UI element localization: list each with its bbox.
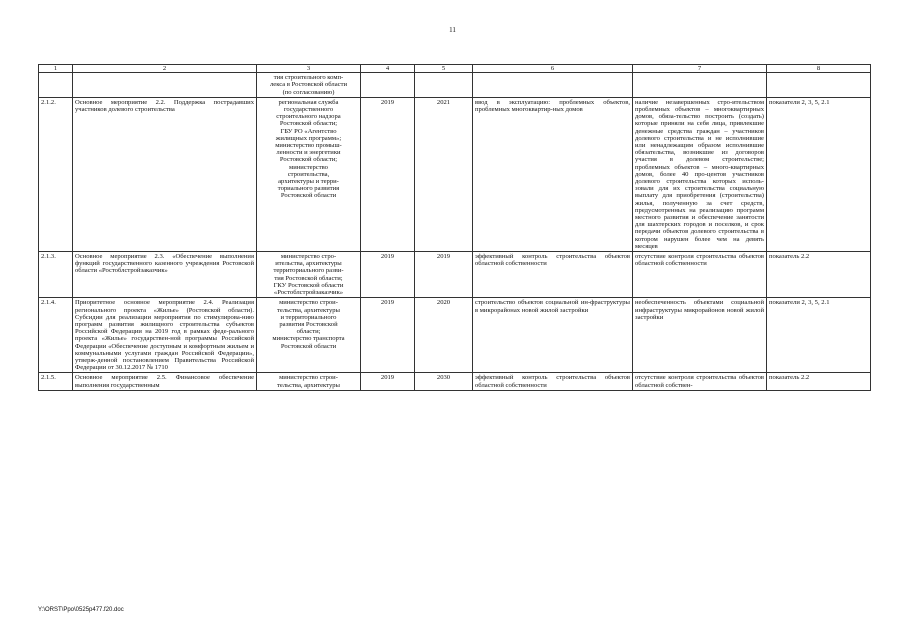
end-year: 2030	[415, 373, 473, 390]
consequence: необеспеченность объектами социальной инфраструктуры микрорайонов новой жилой застройки	[633, 298, 767, 373]
start-year: 2019	[361, 373, 415, 390]
executor: министерство строи- тельства, архитектуры	[257, 373, 361, 390]
start-year: 2019	[361, 97, 415, 251]
consequence: отсутствие контроля строительства объектов областной собственности	[633, 252, 767, 298]
event-name	[73, 73, 257, 98]
table-row	[39, 373, 871, 390]
end-year: 2019	[415, 252, 473, 298]
consequence: наличие незавершенных стро-ительством проблемных объектов – многоквартирных домов, обяза-тельство построить (создать) которые приняли на себя лица, привлекшие денежные средства граждан – участников долевого строительства и не исполнившие или ненадлежащим образом исполнившие обязательства, возникшие из договоров участия в долевом строительстве; проблемных объектов – много-квартирных домов, более 40 про-центов участников долевого строительства которых исполь-зовали для их строительства социальную выплату для приобретения (строительства) жилья, полученную за счет средств, предусмотренных на реализацию программ местного развития и обеспечение занятости для шахтерских городов и поселков, и срок передачи объектов долевого строительства в котором нарушен более чем на девять месяцев	[633, 97, 767, 251]
expected-result: эффективный контроль строительства объектов областной собственности	[473, 252, 633, 298]
row-number: 2.1.4.	[39, 298, 73, 373]
table-row	[39, 97, 871, 251]
column-header: 6	[473, 65, 633, 73]
indicator-link: показатели 2, 3, 5, 2.1	[767, 298, 871, 373]
expected-result: эффективный контроль строительства объектов областной собственности	[473, 373, 633, 390]
end-year: 2020	[415, 298, 473, 373]
table-row	[39, 298, 871, 373]
start-year	[361, 73, 415, 98]
table-row	[39, 73, 871, 98]
file-path-footer: Y:\ORST\Ppo\0525p477.f20.doc	[38, 607, 124, 613]
row-number: 2.1.3.	[39, 252, 73, 298]
indicator-link: показатель 2.2	[767, 252, 871, 298]
column-header: 1	[39, 65, 73, 73]
end-year: 2021	[415, 97, 473, 251]
event-name: Основное мероприятие 2.3. «Обеспечение выполнения функций государственного казенного учреждения Ростовской области «Ростоблстройзаказчик»	[73, 252, 257, 298]
consequence: отсутствие контроля строительства объектов областной собствен-	[633, 373, 767, 390]
event-name: Приоритетное основное мероприятие 2.4. Реализация регионального проекта «Жилье» (Ростовской области). Субсидии для реализации мероприятия по стимулирова-нию программ развития жилищного строительства субъектов Российской Федерации на 2019 год в рамках феде-рального проекта «Жилье» государствен-ной программы Российской Федерации «Обеспечение доступным и комфортным жильем и коммунальными услугами граждан Российской Федерации», утверж-денной постановлением Правительства Российской Федерации от 30.12.2017 № 1710	[73, 298, 257, 373]
end-year	[415, 73, 473, 98]
start-year: 2019	[361, 298, 415, 373]
indicator-link: показатели 2, 3, 5, 2.1	[767, 97, 871, 251]
row-number	[39, 73, 73, 98]
executor: министерство строи- тельства, архитектуры и территориального развития Ростовской области; министерство транспорта Ростовской области	[257, 298, 361, 373]
expected-result: ввод в эксплуатацию: проблемных объектов, проблемных многоквартир-ных домов	[473, 97, 633, 251]
column-header: 4	[361, 65, 415, 73]
row-number: 2.1.5.	[39, 373, 73, 390]
indicator-link: показатель 2.2	[767, 373, 871, 390]
column-header: 2	[73, 65, 257, 73]
expected-result	[473, 73, 633, 98]
column-header: 3	[257, 65, 361, 73]
column-number-row	[39, 65, 871, 73]
consequence	[633, 73, 767, 98]
executor: тия строительного комп- лекса в Ростовской области (по согласованию)	[257, 73, 361, 98]
start-year: 2019	[361, 252, 415, 298]
event-name: Основное мероприятие 2.2. Поддержка пострадавших участников долевого строительства	[73, 97, 257, 251]
row-number: 2.1.2.	[39, 97, 73, 251]
program-events-table	[38, 64, 871, 391]
indicator-link	[767, 73, 871, 98]
executor: региональная служба государственного строительного надзора Ростовской области; ГБУ РО «Агентство жилищных программ»; министерство промыш- ленности и энергетики Ростовской области; министерство строительства, архитектуры и терри- ториального развития Ростовской области	[257, 97, 361, 251]
table-body	[39, 73, 871, 391]
page-number: 11	[449, 26, 456, 34]
executor: министерство стро- ительства, архитектуры территориального разви- тия Ростовской области; ГКУ Ростовской области «Ростоблстройзаказчик»	[257, 252, 361, 298]
column-header: 8	[767, 65, 871, 73]
table-row	[39, 252, 871, 298]
expected-result: строительство объектов социальной ин-фраструктуры в микрорайонах новой жилой застройки	[473, 298, 633, 373]
column-header: 5	[415, 65, 473, 73]
column-header: 7	[633, 65, 767, 73]
event-name: Основное мероприятие 2.5. Финансовое обеспечение выполнения государственным	[73, 373, 257, 390]
